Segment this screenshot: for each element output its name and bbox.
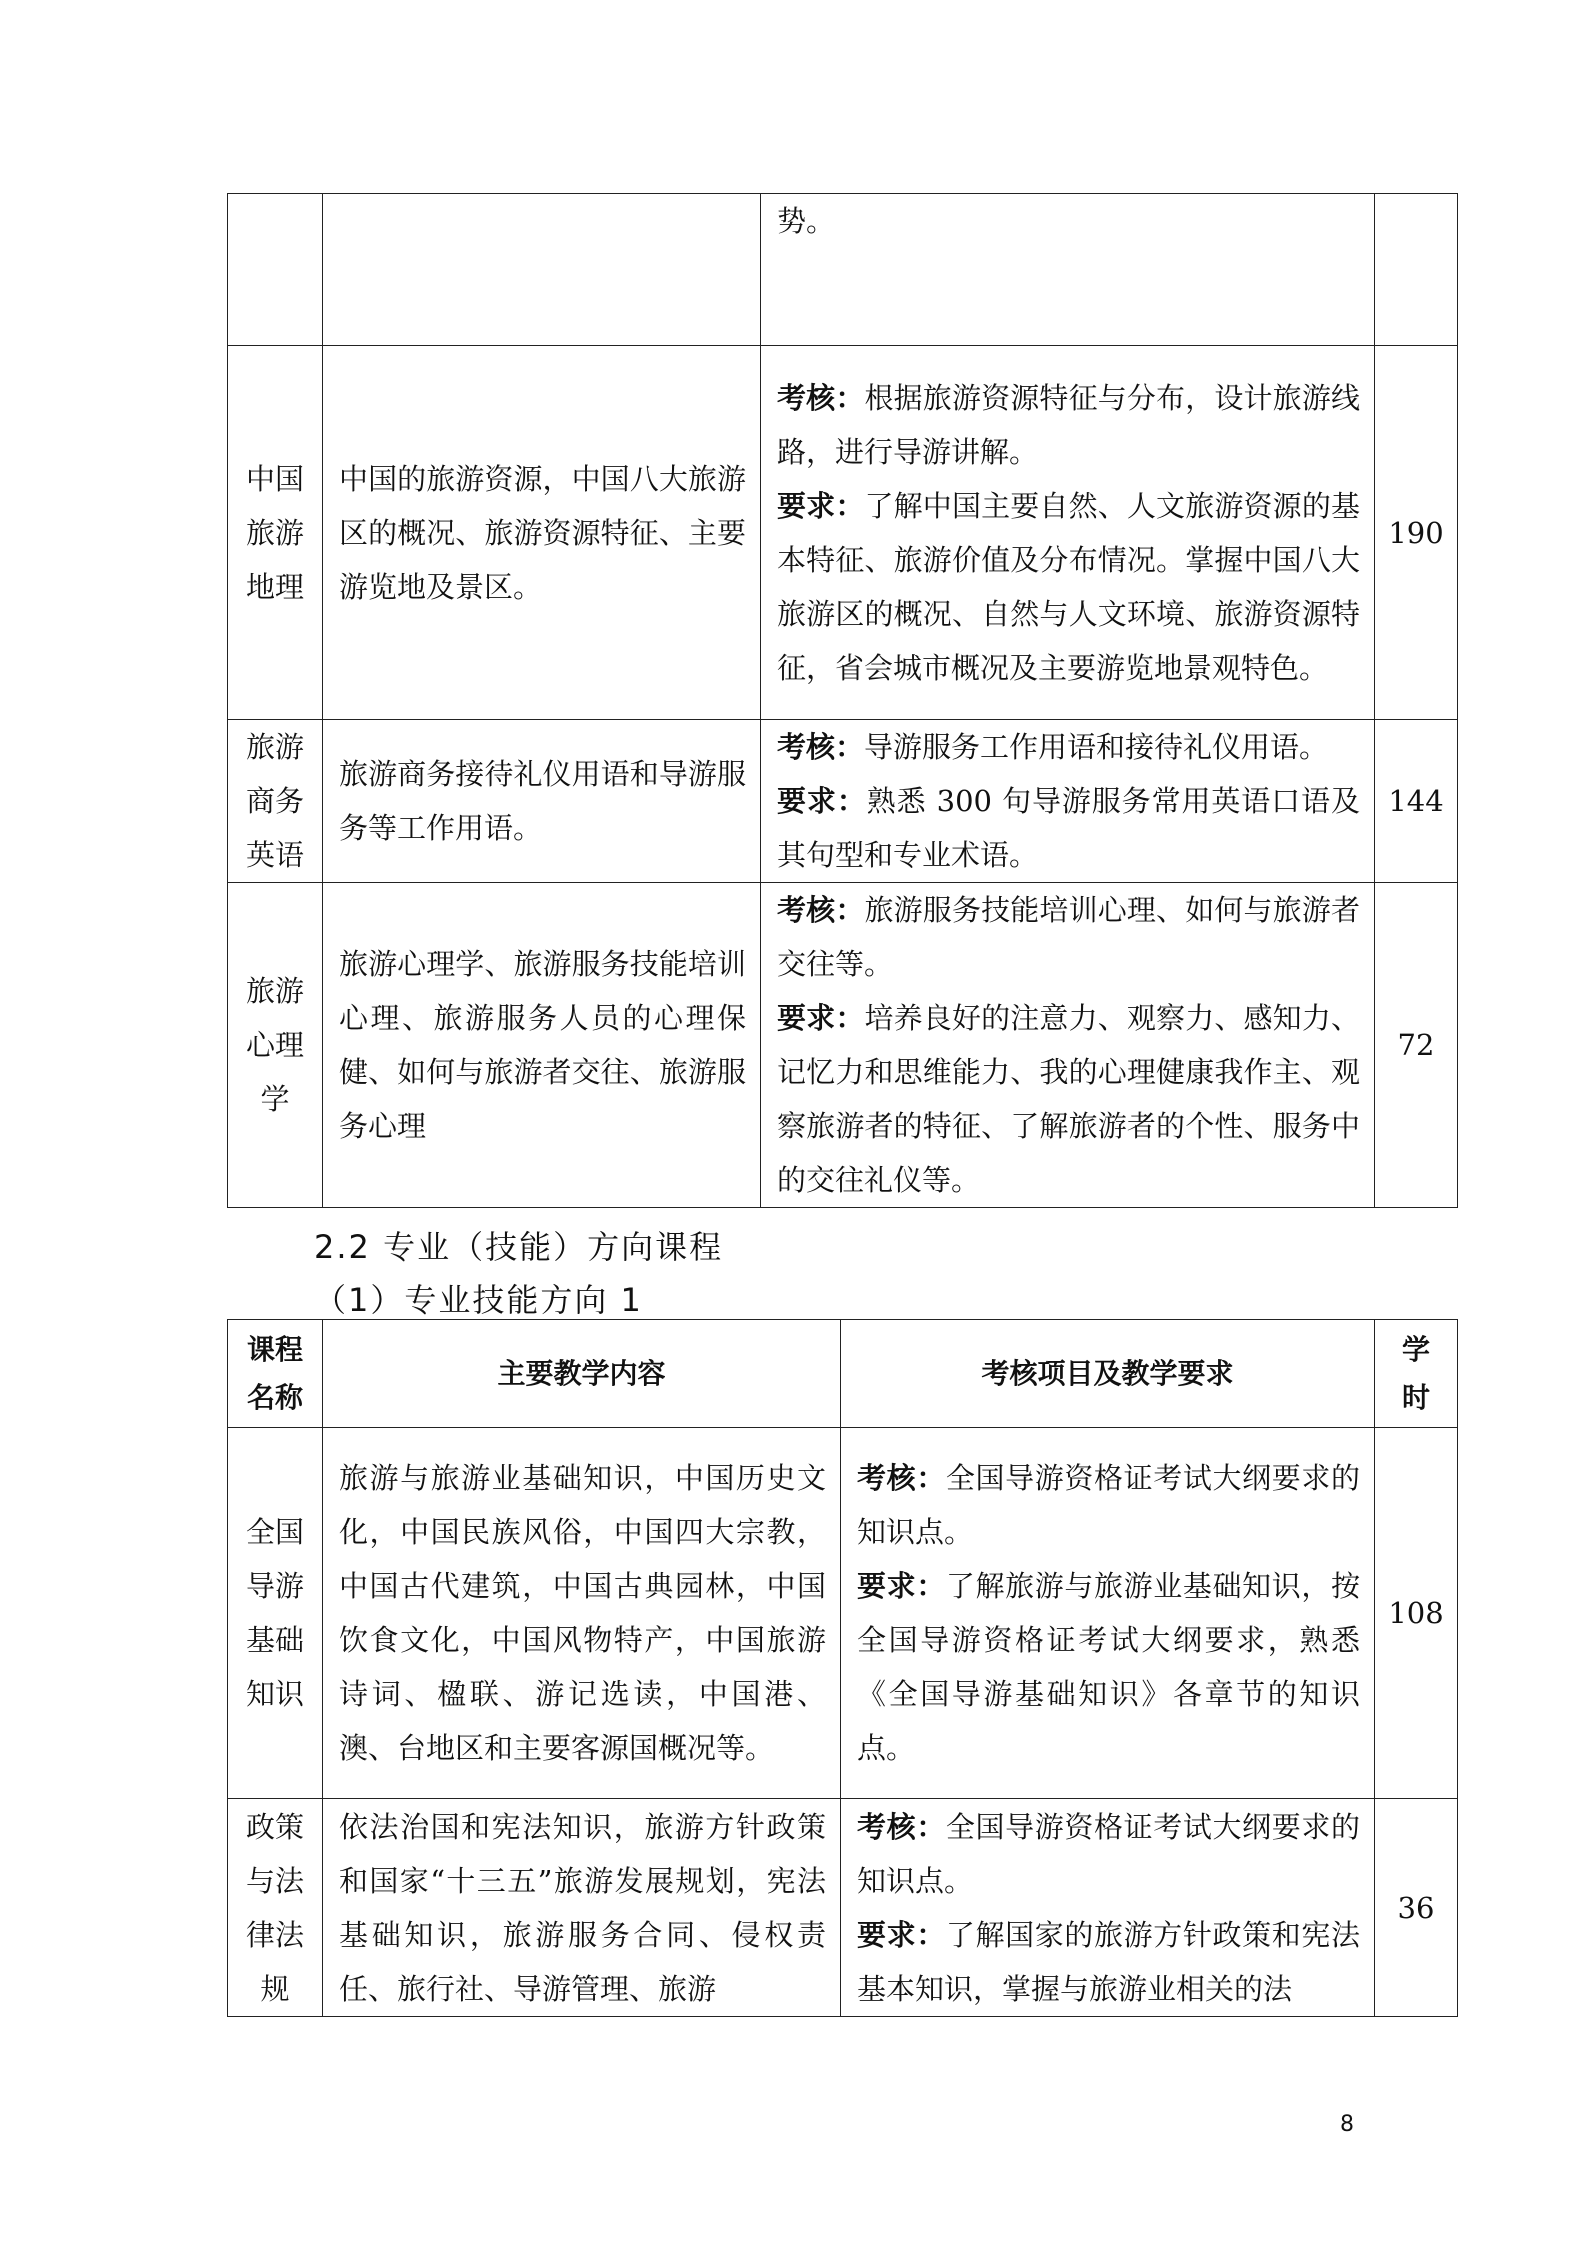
requirement-text: 了解中国主要自然、人文旅游资源的基本特征、旅游价值及分布情况。掌握中国八大旅游区的概况、自然与人文环境、旅游资源特征，省会城市概况及主要游览地景观特色。 — [777, 488, 1360, 685]
course-name-line: 英语 — [245, 838, 304, 872]
requirements-cell — [761, 346, 1375, 720]
course-name-line: 律法 — [245, 1917, 304, 1952]
requirement-text: 了解旅游与旅游业基础知识，按全国导游资格证考试大纲要求，熟悉《全国导游基础知识》各章节的知识点。 — [857, 1569, 1360, 1765]
requirement-text: 导游服务工作用语和接待礼仪用语。 — [864, 730, 1329, 764]
course-name-line: 心理 — [245, 1028, 304, 1062]
content-cell: 旅游心理学、旅游服务技能培训心理、旅游服务人员的心理保健、如何与旅游者交往、旅游服务心理 — [323, 883, 761, 1208]
header-course-name — [228, 1320, 323, 1428]
requirement-text: 熟悉 300 句导游服务常用英语口语及其句型和专业术语。 — [777, 784, 1360, 872]
requirement-label: 要求： — [857, 1569, 946, 1603]
course-name-cell — [228, 1799, 323, 2017]
course-name-line: 商务 — [245, 784, 304, 818]
course-name-cell — [228, 1428, 323, 1799]
requirements-cell — [841, 1799, 1375, 2017]
requirement-text: 培养良好的注意力、观察力、感知力、记忆力和思维能力、我的心理健康我作主、观察旅游者的特征、了解旅游者的个性、服务中的交往礼仪等。 — [777, 1001, 1360, 1197]
content-cell: 旅游与旅游业基础知识，中国历史文化，中国民族风俗，中国四大宗教，中国古代建筑，中国古典园林，中国饮食文化，中国风物特产，中国旅游诗词、楹联、游记选读，中国港、澳、台地区和主要客源国概况等。 — [323, 1428, 841, 1799]
content-cell: 旅游商务接待礼仪用语和导游服务等工作用语。 — [323, 720, 761, 883]
table-row — [228, 883, 1458, 1208]
requirement-label: 要求： — [857, 1917, 946, 1952]
requirement-label: 要求： — [777, 1001, 865, 1035]
requirements-cell — [841, 1428, 1375, 1799]
table-row — [228, 194, 1458, 346]
course-name-line: 基础 — [245, 1623, 304, 1657]
course-name-cell — [228, 194, 323, 346]
requirements-cell — [761, 194, 1375, 346]
requirement-paragraph — [777, 479, 1360, 695]
course-name-cell — [228, 720, 323, 883]
requirement-paragraph — [857, 1559, 1360, 1775]
requirement-label: 考核： — [857, 1809, 946, 1844]
content-cell: 中国的旅游资源，中国八大旅游区的概况、旅游资源特征、主要游览地及景区。 — [323, 346, 761, 720]
requirement-paragraph — [777, 774, 1360, 882]
course-table-2 — [227, 1319, 1458, 2017]
requirement-label: 要求： — [777, 488, 865, 523]
requirement-label: 要求： — [777, 784, 867, 818]
course-name-line: 知识 — [245, 1677, 304, 1711]
course-name-line: 中国 — [245, 461, 304, 496]
table-row — [228, 1799, 1458, 2017]
table-header-row — [228, 1320, 1458, 1428]
requirement-paragraph — [857, 1451, 1360, 1559]
content-cell — [323, 194, 761, 346]
requirement-paragraph — [777, 371, 1360, 479]
requirement-paragraph — [857, 1800, 1360, 1908]
requirement-paragraph — [777, 720, 1360, 774]
requirement-paragraph — [777, 883, 1360, 991]
requirement-text: 根据旅游资源特征与分布，设计旅游线路，进行导游讲解。 — [777, 380, 1360, 469]
course-name-line: 旅游 — [245, 730, 304, 764]
requirement-text: 了解国家的旅游方针政策和宪法基本知识，掌握与旅游业相关的法 — [857, 1917, 1360, 2006]
course-name-line: 地理 — [245, 569, 304, 604]
hours-cell: 108 — [1375, 1428, 1458, 1799]
header-hours — [1375, 1320, 1458, 1428]
requirement-text: 旅游服务技能培训心理、如何与旅游者交往等。 — [777, 893, 1360, 981]
page-number: 8 — [1340, 2112, 1354, 2137]
table-row — [228, 720, 1458, 883]
requirements-cell — [761, 883, 1375, 1208]
requirement-label: 考核： — [857, 1461, 946, 1495]
course-name-line: 全国 — [245, 1515, 304, 1549]
header-hours-line: 时 — [1401, 1380, 1430, 1414]
requirements-cell — [761, 720, 1375, 883]
requirement-paragraph — [777, 991, 1360, 1207]
hours-cell: 190 — [1375, 346, 1458, 720]
subsection-heading: （1）专业技能方向 1 — [314, 1281, 643, 1319]
requirement-paragraph — [777, 194, 1360, 248]
course-table-1-body — [228, 194, 1458, 1208]
course-name-line: 学 — [260, 1082, 290, 1116]
course-name-line: 规 — [260, 1971, 290, 2006]
hours-cell: 144 — [1375, 720, 1458, 883]
course-name-line: 政策 — [245, 1809, 304, 1844]
header-requirements: 考核项目及教学要求 — [841, 1320, 1375, 1428]
requirement-text: 全国导游资格证考试大纲要求的知识点。 — [857, 1809, 1360, 1898]
content-cell: 依法治国和宪法知识，旅游方针政策和国家“十三五”旅游发展规划，宪法基础知识，旅游服务合同、侵权责任、旅行社、导游管理、旅游 — [323, 1799, 841, 2017]
header-content: 主要教学内容 — [323, 1320, 841, 1428]
course-name-line: 导游 — [245, 1569, 304, 1603]
section-heading: 2.2 专业（技能）方向课程 — [314, 1228, 724, 1266]
requirement-paragraph — [857, 1908, 1360, 2016]
requirement-label: 考核： — [777, 730, 865, 764]
course-name-line: 旅游 — [245, 974, 304, 1008]
header-course-name-line: 名称 — [246, 1380, 303, 1414]
hours-cell: 36 — [1375, 1799, 1458, 2017]
course-name-line: 旅游 — [245, 515, 304, 550]
hours-cell — [1375, 194, 1458, 346]
requirement-text: 势。 — [777, 204, 836, 238]
course-table-1 — [227, 193, 1458, 1208]
course-table-2-body — [228, 1428, 1458, 2017]
course-name-cell — [228, 883, 323, 1208]
header-course-name-line: 课程 — [246, 1332, 303, 1366]
header-hours-line: 学 — [1401, 1332, 1430, 1366]
table-row — [228, 1428, 1458, 1799]
requirement-text: 全国导游资格证考试大纲要求的知识点。 — [857, 1461, 1360, 1549]
requirement-label: 考核： — [777, 380, 865, 415]
course-name-line: 与法 — [245, 1863, 304, 1898]
requirement-label: 考核： — [777, 893, 865, 927]
table-row — [228, 346, 1458, 720]
hours-cell: 72 — [1375, 883, 1458, 1208]
course-name-cell — [228, 346, 323, 720]
